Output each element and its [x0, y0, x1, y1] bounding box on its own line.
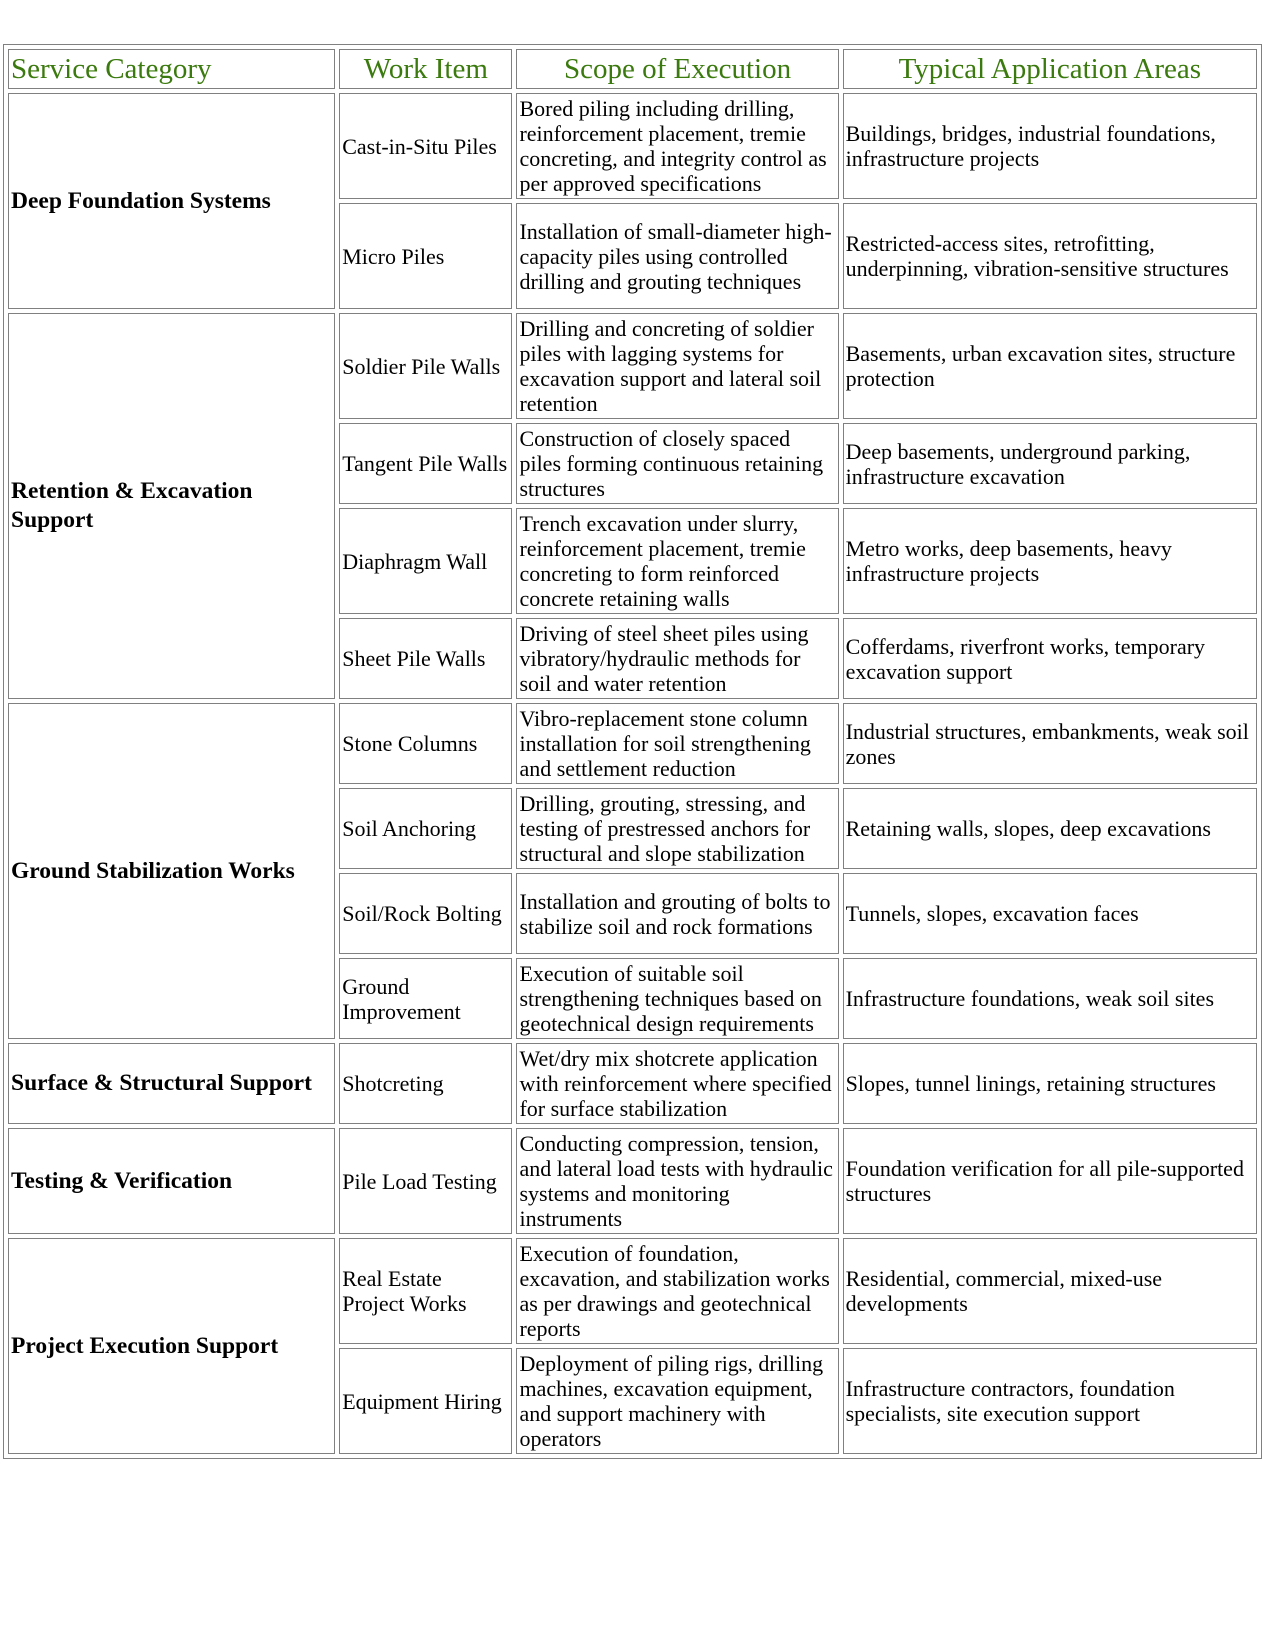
scope-cell: Trench excavation under slurry, reinforcement placement, tremie concreting to form reinforced concrete retaining walls [516, 508, 838, 614]
header-scope-of-execution: Scope of Execution [516, 49, 838, 89]
table-row [8, 703, 1257, 784]
work-item-cell: Pile Load Testing [339, 1128, 512, 1234]
application-areas-cell: Slopes, tunnel linings, retaining structures [843, 1043, 1257, 1124]
work-item-cell: Ground Improvement [339, 958, 512, 1039]
service-category-cell: Deep Foundation Systems [8, 93, 335, 309]
table-row [8, 1238, 1257, 1344]
application-areas-cell: Basements, urban excavation sites, structure protection [843, 313, 1257, 419]
work-item-cell: Tangent Pile Walls [339, 423, 512, 504]
scope-cell: Installation of small-diameter high-capacity piles using controlled drilling and grouting techniques [516, 203, 838, 309]
scope-cell: Bored piling including drilling, reinforcement placement, tremie concreting, and integrity control as per approved specifications [516, 93, 838, 199]
work-item-cell: Cast-in-Situ Piles [339, 93, 512, 199]
work-item-cell: Stone Columns [339, 703, 512, 784]
service-category-cell: Retention & Excavation Support [8, 313, 335, 699]
work-item-cell: Micro Piles [339, 203, 512, 309]
application-areas-cell: Deep basements, underground parking, infrastructure excavation [843, 423, 1257, 504]
service-category-cell: Project Execution Support [8, 1238, 335, 1454]
work-item-cell: Soil Anchoring [339, 788, 512, 869]
header-typical-application-areas: Typical Application Areas [843, 49, 1257, 89]
service-category-cell: Surface & Structural Support [8, 1043, 335, 1124]
header-row [8, 49, 1257, 89]
service-category-cell: Ground Stabilization Works [8, 703, 335, 1039]
scope-cell: Deployment of piling rigs, drilling machines, excavation equipment, and support machinery with operators [516, 1348, 838, 1454]
scope-cell: Drilling, grouting, stressing, and testing of prestressed anchors for structural and slope stabilization [516, 788, 838, 869]
table-row [8, 1128, 1257, 1234]
application-areas-cell: Buildings, bridges, industrial foundations, infrastructure projects [843, 93, 1257, 199]
header-service-category: Service Category [8, 49, 335, 89]
scope-cell: Execution of foundation, excavation, and stabilization works as per drawings and geotechnical reports [516, 1238, 838, 1344]
service-category-cell: Testing & Verification [8, 1128, 335, 1234]
scope-cell: Vibro-replacement stone column installation for soil strengthening and settlement reduction [516, 703, 838, 784]
scope-cell: Driving of steel sheet piles using vibratory/hydraulic methods for soil and water retention [516, 618, 838, 699]
scope-cell: Construction of closely spaced piles forming continuous retaining structures [516, 423, 838, 504]
scope-cell: Wet/dry mix shotcrete application with reinforcement where specified for surface stabilization [516, 1043, 838, 1124]
work-item-cell: Soil/Rock Bolting [339, 873, 512, 954]
application-areas-cell: Foundation verification for all pile-supported structures [843, 1128, 1257, 1234]
work-item-cell: Diaphragm Wall [339, 508, 512, 614]
application-areas-cell: Cofferdams, riverfront works, temporary excavation support [843, 618, 1257, 699]
table-row [8, 93, 1257, 199]
application-areas-cell: Industrial structures, embankments, weak soil zones [843, 703, 1257, 784]
work-item-cell: Sheet Pile Walls [339, 618, 512, 699]
table-row [8, 1043, 1257, 1124]
work-item-cell: Soldier Pile Walls [339, 313, 512, 419]
services-table [3, 44, 1262, 1459]
application-areas-cell: Infrastructure contractors, foundation specialists, site execution support [843, 1348, 1257, 1454]
application-areas-cell: Residential, commercial, mixed-use developments [843, 1238, 1257, 1344]
work-item-cell: Real Estate Project Works [339, 1238, 512, 1344]
scope-cell: Installation and grouting of bolts to stabilize soil and rock formations [516, 873, 838, 954]
application-areas-cell: Tunnels, slopes, excavation faces [843, 873, 1257, 954]
scope-cell: Conducting compression, tension, and lateral load tests with hydraulic systems and monitoring instruments [516, 1128, 838, 1234]
application-areas-cell: Restricted-access sites, retrofitting, underpinning, vibration-sensitive structures [843, 203, 1257, 309]
header-work-item: Work Item [339, 49, 512, 89]
scope-cell: Drilling and concreting of soldier piles with lagging systems for excavation support and lateral soil retention [516, 313, 838, 419]
work-item-cell: Shotcreting [339, 1043, 512, 1124]
table-row [8, 313, 1257, 419]
scope-cell: Execution of suitable soil strengthening techniques based on geotechnical design requirements [516, 958, 838, 1039]
application-areas-cell: Infrastructure foundations, weak soil sites [843, 958, 1257, 1039]
application-areas-cell: Retaining walls, slopes, deep excavations [843, 788, 1257, 869]
application-areas-cell: Metro works, deep basements, heavy infrastructure projects [843, 508, 1257, 614]
work-item-cell: Equipment Hiring [339, 1348, 512, 1454]
